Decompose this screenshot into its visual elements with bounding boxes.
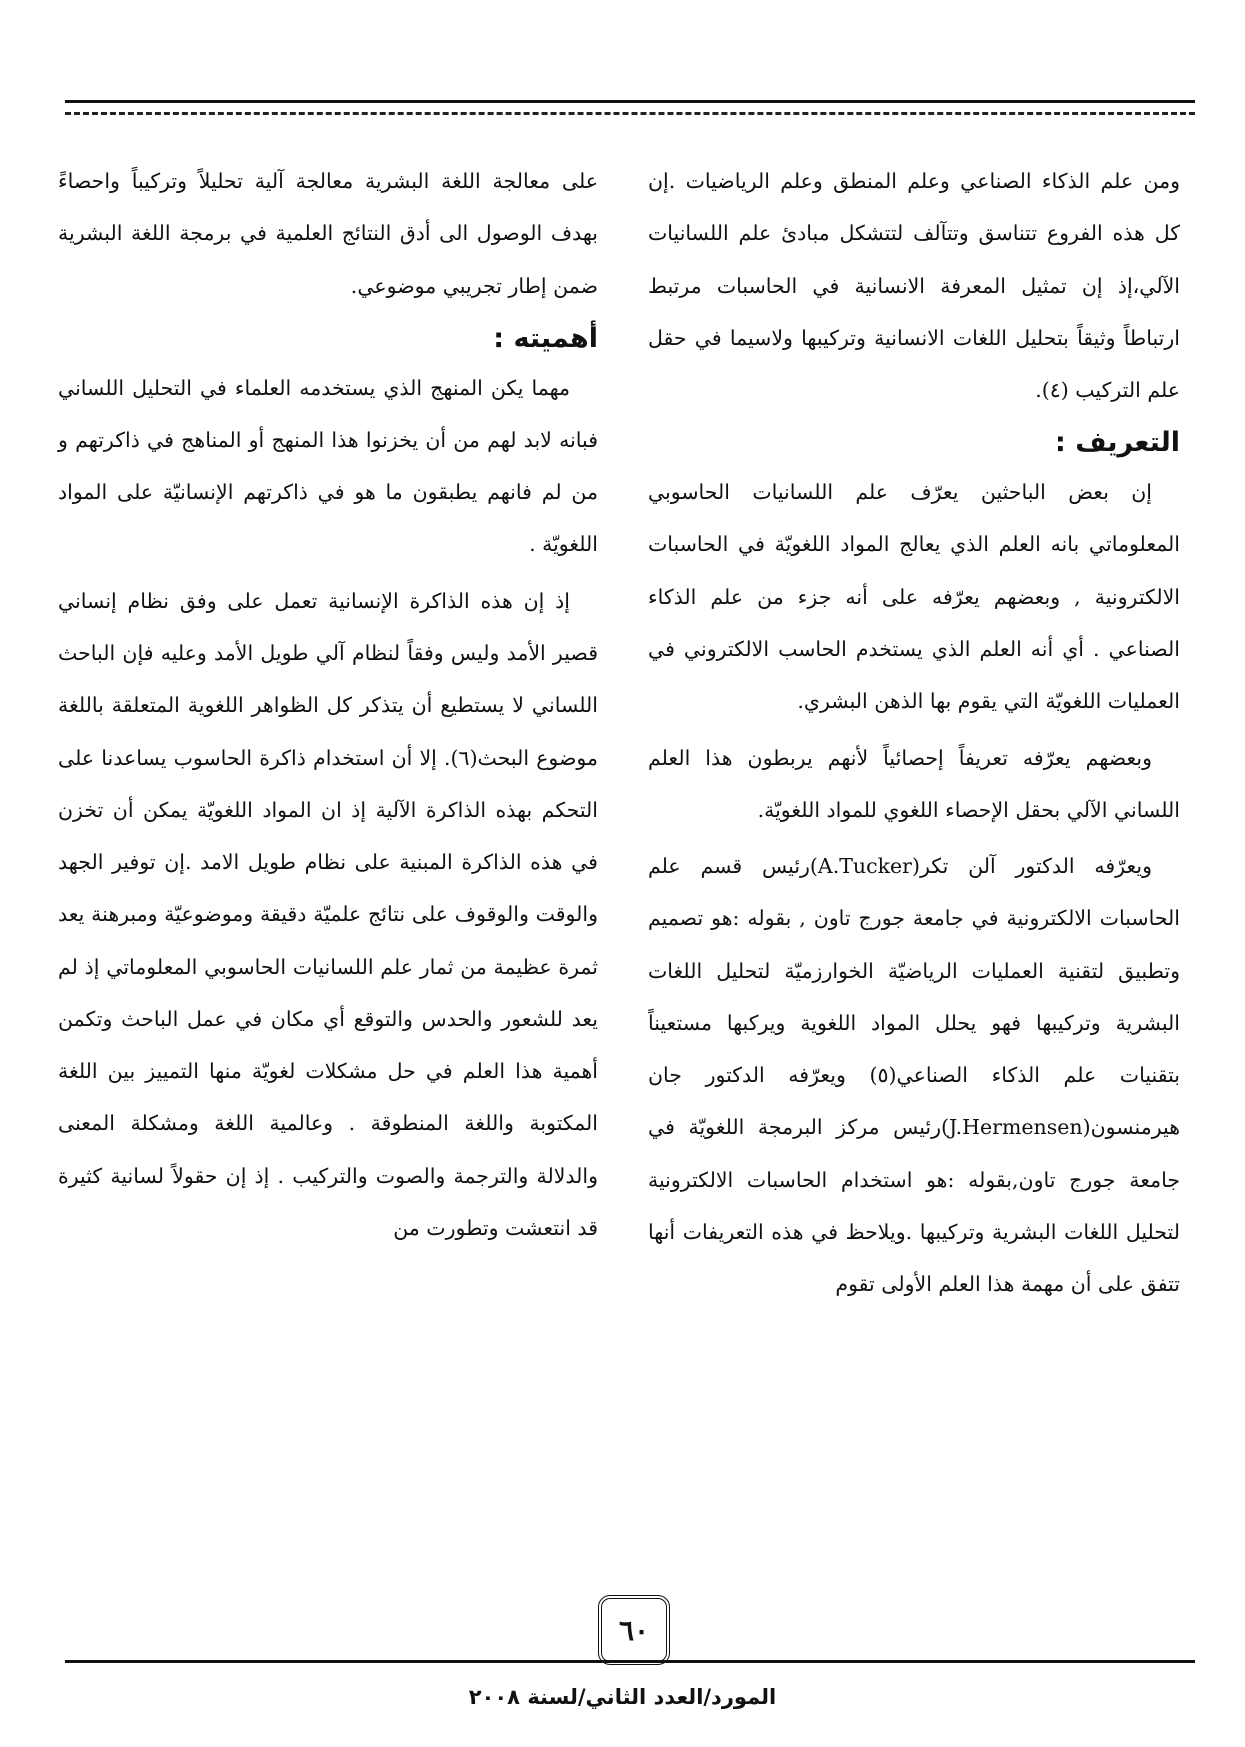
paragraph: ويعرّفه الدكتور آلن تكر(A.Tucker)رئيس قسم علم الحاسبات الالكترونية في جامعة جورج تاون , بقوله :هو تصميم وتطبيق لتقنية العمليات الرياضيّة الخوارزميّة لتحليل اللغات البشرية وتركيبها فهو يحلل المواد اللغوية ويركبها مستعيناً بتقنيات علم الذكاء الصناعي(٥) ويعرّفه الدكتور جان هيرمنسون(J.Hermensen)رئيس مركز البرمجة اللغويّة في جامعة جورج تاون,بقوله :هو استخدام الحاسبات الالكترونية لتحليل اللغات البشرية وتركيبها .ويلاحظ في هذه التعريفات أنها تتفق على أن مهمة هذا العلم الأولى تقوم <box>648 854 1180 1297</box>
section-heading-definition: التعريف : <box>1055 427 1180 459</box>
paragraph: وبعضهم يعرّفه تعريفاً إحصائياً لأنهم يربطون هذا العلم اللساني الآلي بحقل الإحصاء اللغوي للمواد اللغويّة. <box>648 745 1180 822</box>
paragraph: مهما يكن المنهج الذي يستخدمه العلماء في التحليل اللساني فبانه لابد لهم من أن يخزنوا هذا المنهج أو المناهج في ذاكرتهم و من لم فانهم يطبقون ما هو في ذاكرتهم الإنسانيّة على المواد اللغويّة . <box>58 375 598 557</box>
left-column <box>58 155 598 1258</box>
page-number: ٦٠ <box>598 1595 670 1665</box>
right-column <box>648 155 1180 1314</box>
journal-footer: المورد/العدد الثاني/لسنة ٢٠٠٨ <box>468 1685 777 1709</box>
paragraph: ومن علم الذكاء الصناعي وعلم المنطق وعلم الرياضيات .إن كل هذه الفروع تتناسق وتتآلف لتتشكل مبادئ علم اللسانيات الآلي،إذ إن تمثيل المعرفة الانسانية في الحاسبات مرتبط ارتباطاً وثيقاً بتحليل اللغات الانسانية وتركيبها ولاسيما في حقل علم التركيب (٤). <box>648 169 1180 403</box>
paragraph: على معالجة اللغة البشرية معالجة آلية تحليلاً وتركيباً واحصاءً بهدف الوصول الى أدق النتائج العلمية في برمجة اللغة البشرية ضمن إطار تجريبي موضوعي. <box>58 169 598 298</box>
paragraph: إن بعض الباحثين يعرّف علم اللسانيات الحاسوبي المعلوماتي بانه العلم الذي يعالج المواد اللغويّة في الحاسبات الالكترونية , وبعضهم يعرّفه على أنه جزء من علم الذكاء الصناعي . أي أنه العلم الذي يستخدم الحاسب الالكتروني في العمليات اللغويّة التي يقوم بها الذهن البشري. <box>648 480 1180 714</box>
paragraph: إذ إن هذه الذاكرة الإنسانية تعمل على وفق نظام إنساني قصير الأمد وليس وفقاً لنظام آلي طويل الأمد وعليه فإن الباحث اللساني لا يستطيع أن يتذكر كل الظواهر اللغوية المتعلقة باللغة موضوع البحث(٦). إلا أن استخدام ذاكرة الحاسوب يساعدنا على التحكم بهذه الذاكرة الآلية إذ ان المواد اللغويّة يمكن أن تخزن في هذه الذاكرة المبنية على نظام طويل الامد .إن توفير الجهد والوقت والوقوف على نتائج علميّة دقيقة وموضوعيّة ومبرهنة يعد ثمرة عظيمة من ثمار علم اللسانيات الحاسوبي المعلوماتي إذ لم يعد للشعور والحدس والتوقع أي مكان في عمل الباحث وتكمن أهمية هذا العلم في حل مشكلات لغويّة منها التمييز بين اللغة المكتوبة واللغة المنطوقة . وعالمية اللغة ومشكلة المعنى والدلالة والترجمة والصوت والتركيب . إذ إن حقولاً لسانية كثيرة قد انتعشت وتطورت من <box>58 588 599 1240</box>
top-dashed-rule <box>65 112 1195 115</box>
bottom-rule <box>65 1660 1195 1663</box>
section-heading-importance: أهميته : <box>493 322 598 354</box>
top-rule <box>65 100 1195 103</box>
